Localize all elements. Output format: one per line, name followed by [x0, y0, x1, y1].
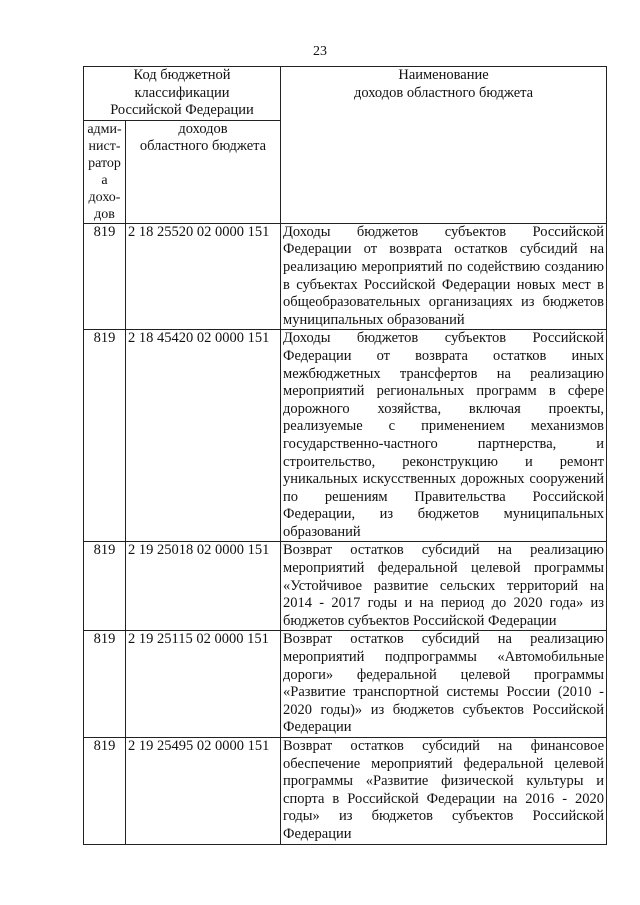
administrator-code-cell: 819 — [84, 738, 126, 845]
income-name-cell: Возврат остатков субсидий на реализацию мероприятий подпрограммы «Автомобильные дороги» федеральной целевой программы «Развитие транспортной системы России (2010 - 2020 годы)» из бюджетов субъектов Российской Федерации — [281, 631, 607, 738]
income-code-cell: 2 19 25495 02 0000 151 — [126, 738, 281, 845]
header-group-line: Российской Федерации — [110, 102, 254, 119]
header-income-line: доходов — [178, 120, 228, 137]
income-name-cell: Доходы бюджетов субъектов Российской Федерации от возврата остатков субсидий на реализацию мероприятий по содействию созданию в субъектах Российской Федерации новых мест в общеобразовательных организациях из бюджетов муниципальных образований — [281, 223, 607, 330]
header-income-line: областного бюджета — [139, 138, 267, 155]
table-row — [84, 631, 607, 738]
administrator-code-cell: 819 — [84, 330, 126, 542]
table-row — [84, 738, 607, 845]
income-name-cell: Возврат остатков субсидий на финансовое обеспечение мероприятий федеральной целевой программы «Развитие физической культуры и спорта в Российской Федерации на 2016 - 2020 годы» из бюджетов субъектов Российской Федерации — [281, 738, 607, 845]
header-name-line: доходов областного бюджета — [353, 84, 534, 101]
header-name-line: Наименование — [398, 67, 489, 83]
income-code-cell: 2 19 25018 02 0000 151 — [126, 542, 281, 631]
header-group-line: Код бюджетной — [133, 67, 231, 83]
header-admin-line: дов — [94, 206, 115, 222]
income-code-cell: 2 18 25520 02 0000 151 — [126, 223, 281, 330]
header-admin-line: адми- — [87, 121, 122, 137]
budget-classification-table — [83, 66, 607, 845]
header-admin-line: нист- — [88, 138, 121, 154]
administrator-code-cell: 819 — [84, 223, 126, 330]
header-income-name — [281, 67, 607, 224]
table-row — [84, 223, 607, 330]
header-group-line: классификации — [134, 84, 230, 101]
income-name-cell: Доходы бюджетов субъектов Российской Федерации от возврата остатков иных межбюджетных трансфертов на реализацию мероприятий региональных программ в сфере дорожного хозяйства, включая проекты, реализуемые с применением механизмов государственно-частного партнерства, и строительство, реконструкцию и ремонт уникальных искусственных дорожных сооружений по решениям Правительства Российской Федерации, из бюджетов муниципальных образований — [281, 330, 607, 542]
header-row-group — [84, 67, 607, 121]
page-number: 23 — [313, 44, 327, 59]
header-administrator — [84, 120, 126, 223]
header-budget-classification-code — [84, 67, 281, 121]
header-income-code — [126, 120, 281, 223]
header-admin-line: ратора — [88, 155, 121, 188]
administrator-code-cell: 819 — [84, 542, 126, 631]
administrator-code-cell: 819 — [84, 631, 126, 738]
table-row — [84, 330, 607, 542]
income-code-cell: 2 19 25115 02 0000 151 — [126, 631, 281, 738]
income-code-cell: 2 18 45420 02 0000 151 — [126, 330, 281, 542]
table-row — [84, 542, 607, 631]
income-name-cell: Возврат остатков субсидий на реализацию мероприятий федеральной целевой программы «Устойчивое развитие сельских территорий на 2014 - 2017 годы и на период до 2020 года» из бюджетов субъектов Российской Федерации — [281, 542, 607, 631]
header-admin-line: дохо- — [88, 189, 121, 205]
